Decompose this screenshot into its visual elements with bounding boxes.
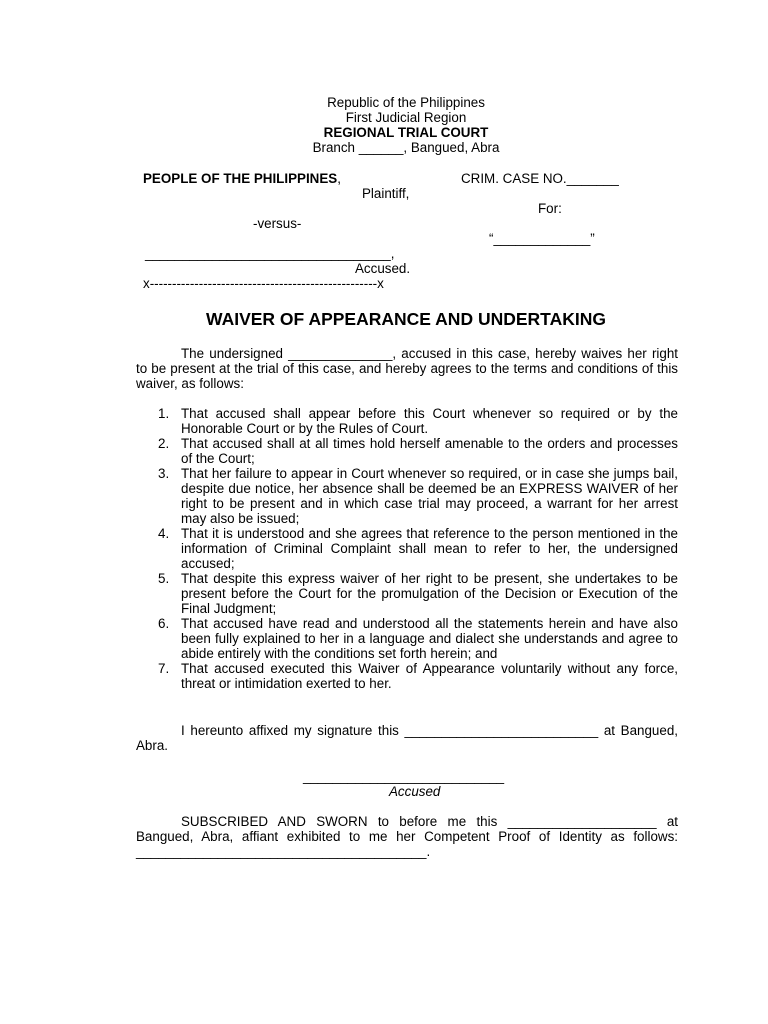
item-number: 5. [158, 571, 170, 586]
conditions-list [136, 406, 678, 691]
list-item [136, 436, 678, 466]
jurat-paragraph: SUBSCRIBED AND SWORN to before me this ____________________ at Bangued, Abra, affiant exhibited to me her Competent Proof of Identity as follows: _______________________________________. [136, 814, 678, 859]
versus-label: -versus- [253, 216, 302, 231]
plaintiff-comma: , [337, 171, 341, 186]
item-text: That despite this express waiver of her right to be present, she undertakes to be present before the Court for the promulgation of the Decision or Execution of the Final Judgment; [181, 571, 678, 616]
item-text: That accused shall appear before this Court whenever so required or by the Honorable Court or by the Rules of Court. [181, 406, 678, 436]
item-text: That accused shall at all times hold herself amenable to the orders and processes of the Court; [181, 436, 678, 466]
header-court: REGIONAL TRIAL COURT [323, 125, 489, 140]
list-item [136, 526, 678, 571]
header-branch: Branch ______, Bangued, Abra [312, 140, 500, 155]
list-item [136, 661, 678, 691]
plaintiff-name: PEOPLE OF THE PHILIPPINES [143, 171, 338, 186]
signature-line: ___________________________ [303, 769, 505, 784]
list-item [136, 406, 678, 436]
signature-paragraph: I hereunto affixed my signature this __________________________ at Bangued, Abra. [136, 723, 678, 753]
accused-label: Accused. [355, 261, 411, 276]
plaintiff-label: Plaintiff, [362, 186, 410, 201]
item-text: That her failure to appear in Court whenever so required, or in case she jumps bail, despite due notice, her absence shall be deemed be an EXPRESS WAIVER of her right to be present and in which case trial may proceed, a warrant for her arrest may also be issued; [181, 466, 678, 526]
header-region: First Judicial Region [345, 110, 467, 125]
caption-plaintiff [143, 171, 341, 186]
item-number: 7. [158, 661, 170, 676]
intro-paragraph: The undersigned ______________, accused in this case, hereby waives her right to be present at the trial of this case, and hereby agrees to the terms and conditions of this waiver, as follows: [136, 346, 678, 391]
offense-blank: “_____________” [489, 231, 595, 246]
item-number: 3. [158, 466, 170, 481]
for-label: For: [538, 201, 562, 216]
crim-case-no: CRIM. CASE NO._______ [461, 171, 619, 186]
document-title: WAIVER OF APPEARANCE AND UNDERTAKING [206, 309, 606, 329]
list-item [136, 571, 678, 616]
header-republic: Republic of the Philippines [327, 95, 485, 110]
item-number: 2. [158, 436, 170, 451]
item-text: That accused executed this Waiver of Appearance voluntarily without any force, threat or intimidation exerted to her. [181, 661, 678, 691]
item-number: 6. [158, 616, 170, 631]
item-number: 4. [158, 526, 170, 541]
item-text: That it is understood and she agrees that reference to the person mentioned in the information of Criminal Complaint shall mean to refer to her, the undersigned accused; [181, 526, 678, 571]
accused-name-blank: _________________________________, [145, 246, 395, 261]
list-item [136, 466, 678, 526]
list-item [136, 616, 678, 661]
item-text: That accused have read and understood all the statements herein and have also been fully explained to her in a language and dialect she understands and agree to abide entirely with the conditions set forth herein; and [181, 616, 678, 661]
item-number: 1. [158, 406, 170, 421]
signature-label: Accused [389, 784, 441, 799]
caption-separator: x---------------------------------------------------x [143, 276, 384, 291]
